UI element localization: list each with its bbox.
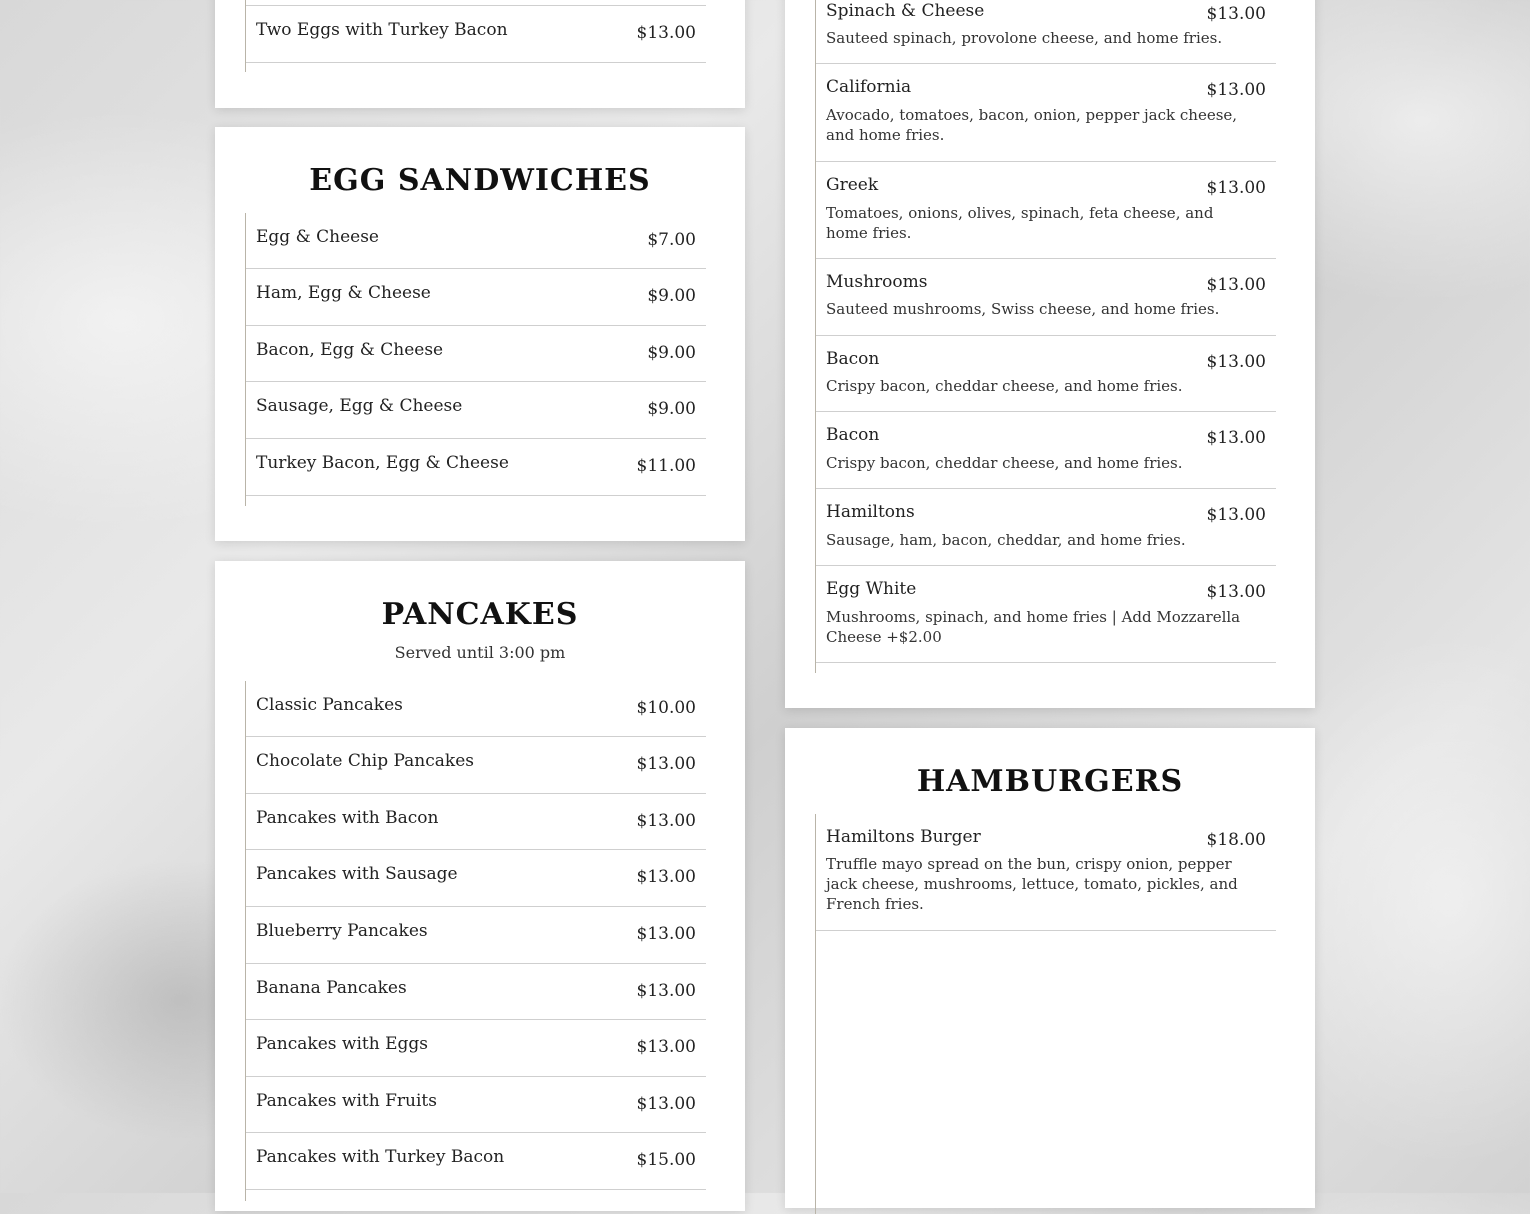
egg-sandwiches-card <box>215 127 745 541</box>
menu-item-price: $13.00 <box>1206 352 1266 372</box>
menu-item-price: $15.00 <box>636 1150 696 1170</box>
egg-sandwiches-list <box>245 213 706 506</box>
menu-item-price: $13.00 <box>636 23 696 43</box>
menu-item-description: Crispy bacon, cheddar cheese, and home fries. <box>826 377 1183 395</box>
menu-item-price: $9.00 <box>647 286 696 306</box>
menu-item <box>246 1077 706 1133</box>
menu-item <box>246 269 706 326</box>
menu-item-name: Classic Pancakes <box>256 695 403 715</box>
menu-item-name: Sausage, Egg & Cheese <box>256 396 463 416</box>
menu-item-price: $13.00 <box>1206 4 1266 24</box>
menu-item-name: Greek <box>826 175 879 195</box>
menu-item-description: Sauteed mushrooms, Swiss cheese, and home fries. <box>826 300 1220 318</box>
menu-item-name: Turkey Bacon, Egg & Cheese <box>256 453 509 473</box>
menu-item <box>816 259 1276 336</box>
menu-item-name: Hamiltons Burger <box>826 827 981 847</box>
menu-item-name: Ham, Egg & Cheese <box>256 283 431 303</box>
menu-item-price: $18.00 <box>1206 830 1266 850</box>
menu-item <box>246 326 706 382</box>
menu-item-price: $9.00 <box>647 399 696 419</box>
section-title: HAMBURGERS <box>916 764 1184 799</box>
menu-item-name: Banana Pancakes <box>256 978 407 998</box>
menu-item <box>246 907 706 964</box>
menu-item-description: Sauteed spinach, provolone cheese, and home fries. <box>826 29 1223 47</box>
menu-item <box>246 964 706 1020</box>
menu-item-description: Crispy bacon, cheddar cheese, and home fries. <box>826 454 1183 472</box>
hamburgers-list <box>815 814 1276 1214</box>
menu-item-name: Pancakes with Eggs <box>256 1034 428 1054</box>
menu-item-name: Pancakes with Bacon <box>256 808 439 828</box>
menu-item <box>246 382 706 439</box>
menu-item-price: $13.00 <box>1206 275 1266 295</box>
menu-item-name: Bacon, Egg & Cheese <box>256 340 444 360</box>
menu-item-price: $13.00 <box>636 1094 696 1114</box>
menu-item-description: Tomatoes, onions, olives, spinach, feta cheese, and home fries. <box>826 204 1214 242</box>
menu-item <box>246 850 706 907</box>
breakfast-card <box>215 0 745 108</box>
section-subtitle: Served until 3:00 pm <box>394 643 566 662</box>
menu-item-name: Two Eggs with Turkey Bacon <box>256 20 508 40</box>
menu-item <box>246 213 706 269</box>
menu-item <box>816 814 1276 931</box>
menu-item <box>816 336 1276 412</box>
menu-item-name: Chocolate Chip Pancakes <box>256 751 474 771</box>
menu-item-price: $10.00 <box>636 698 696 718</box>
menu-item-name: Egg & Cheese <box>256 227 379 247</box>
menu-item-name: Egg White <box>826 579 917 599</box>
menu-item-name: Mushrooms <box>826 272 928 292</box>
menu-item-price: $7.00 <box>647 230 696 250</box>
section-title: EGG SANDWICHES <box>309 163 651 198</box>
menu-item-price: $13.00 <box>636 754 696 774</box>
menu-item <box>816 0 1276 64</box>
menu-item <box>246 1020 706 1077</box>
menu-item-price: $13.00 <box>636 924 696 944</box>
menu-item-name: Pancakes with Turkey Bacon <box>256 1147 505 1167</box>
menu-item <box>246 737 706 794</box>
menu-item-name: Bacon <box>826 349 880 369</box>
menu-item-price: $13.00 <box>1206 80 1266 100</box>
menu-item-description: Truffle mayo spread on the bun, crispy onion, pepper jack cheese, mushrooms, lettuce, tomato, pickles, and French fries. <box>826 855 1238 913</box>
menu-item-description: Mushrooms, spinach, and home fries | Add Mozzarella Cheese +$2.00 <box>826 608 1241 646</box>
menu-item-price: $13.00 <box>1206 428 1266 448</box>
omelettes-card <box>785 0 1315 708</box>
menu-item-price: $9.00 <box>647 343 696 363</box>
menu-item <box>816 162 1276 259</box>
menu-item <box>246 681 706 737</box>
menu-item <box>816 489 1276 566</box>
menu-item <box>816 64 1276 162</box>
menu-item-price: $13.00 <box>1206 178 1266 198</box>
omelettes-list <box>815 0 1276 673</box>
menu-item-price: $13.00 <box>636 867 696 887</box>
pancakes-card <box>215 561 745 1211</box>
menu-item-description: Avocado, tomatoes, bacon, onion, pepper jack cheese, and home fries. <box>826 106 1238 144</box>
hamburgers-card <box>785 728 1315 1208</box>
menu-item-name: California <box>826 77 912 97</box>
menu-item-name: Spinach & Cheese <box>826 1 985 21</box>
pancakes-list <box>245 681 706 1201</box>
breakfast-list <box>245 0 706 72</box>
menu-item-price: $13.00 <box>1206 582 1266 602</box>
menu-item-name: Bacon <box>826 425 880 445</box>
menu-item-name: Pancakes with Fruits <box>256 1091 437 1111</box>
menu-item <box>246 1133 706 1190</box>
menu-item-name: Hamiltons <box>826 502 915 522</box>
menu-item-price: $13.00 <box>636 1037 696 1057</box>
menu-item <box>246 794 706 850</box>
section-title: PANCAKES <box>381 597 579 632</box>
menu-item <box>816 566 1276 663</box>
menu-item-name: Pancakes with Sausage <box>256 864 458 884</box>
menu-item-price: $13.00 <box>636 811 696 831</box>
menu-item <box>246 439 706 496</box>
menu-item-price: $11.00 <box>636 456 696 476</box>
menu-item-price: $13.00 <box>1206 505 1266 525</box>
menu-item-price: $13.00 <box>636 981 696 1001</box>
menu-item <box>816 412 1276 489</box>
menu-item <box>246 5 706 63</box>
menu-item-name: Blueberry Pancakes <box>256 921 428 941</box>
menu-item-description: Sausage, ham, bacon, cheddar, and home fries. <box>826 531 1186 549</box>
